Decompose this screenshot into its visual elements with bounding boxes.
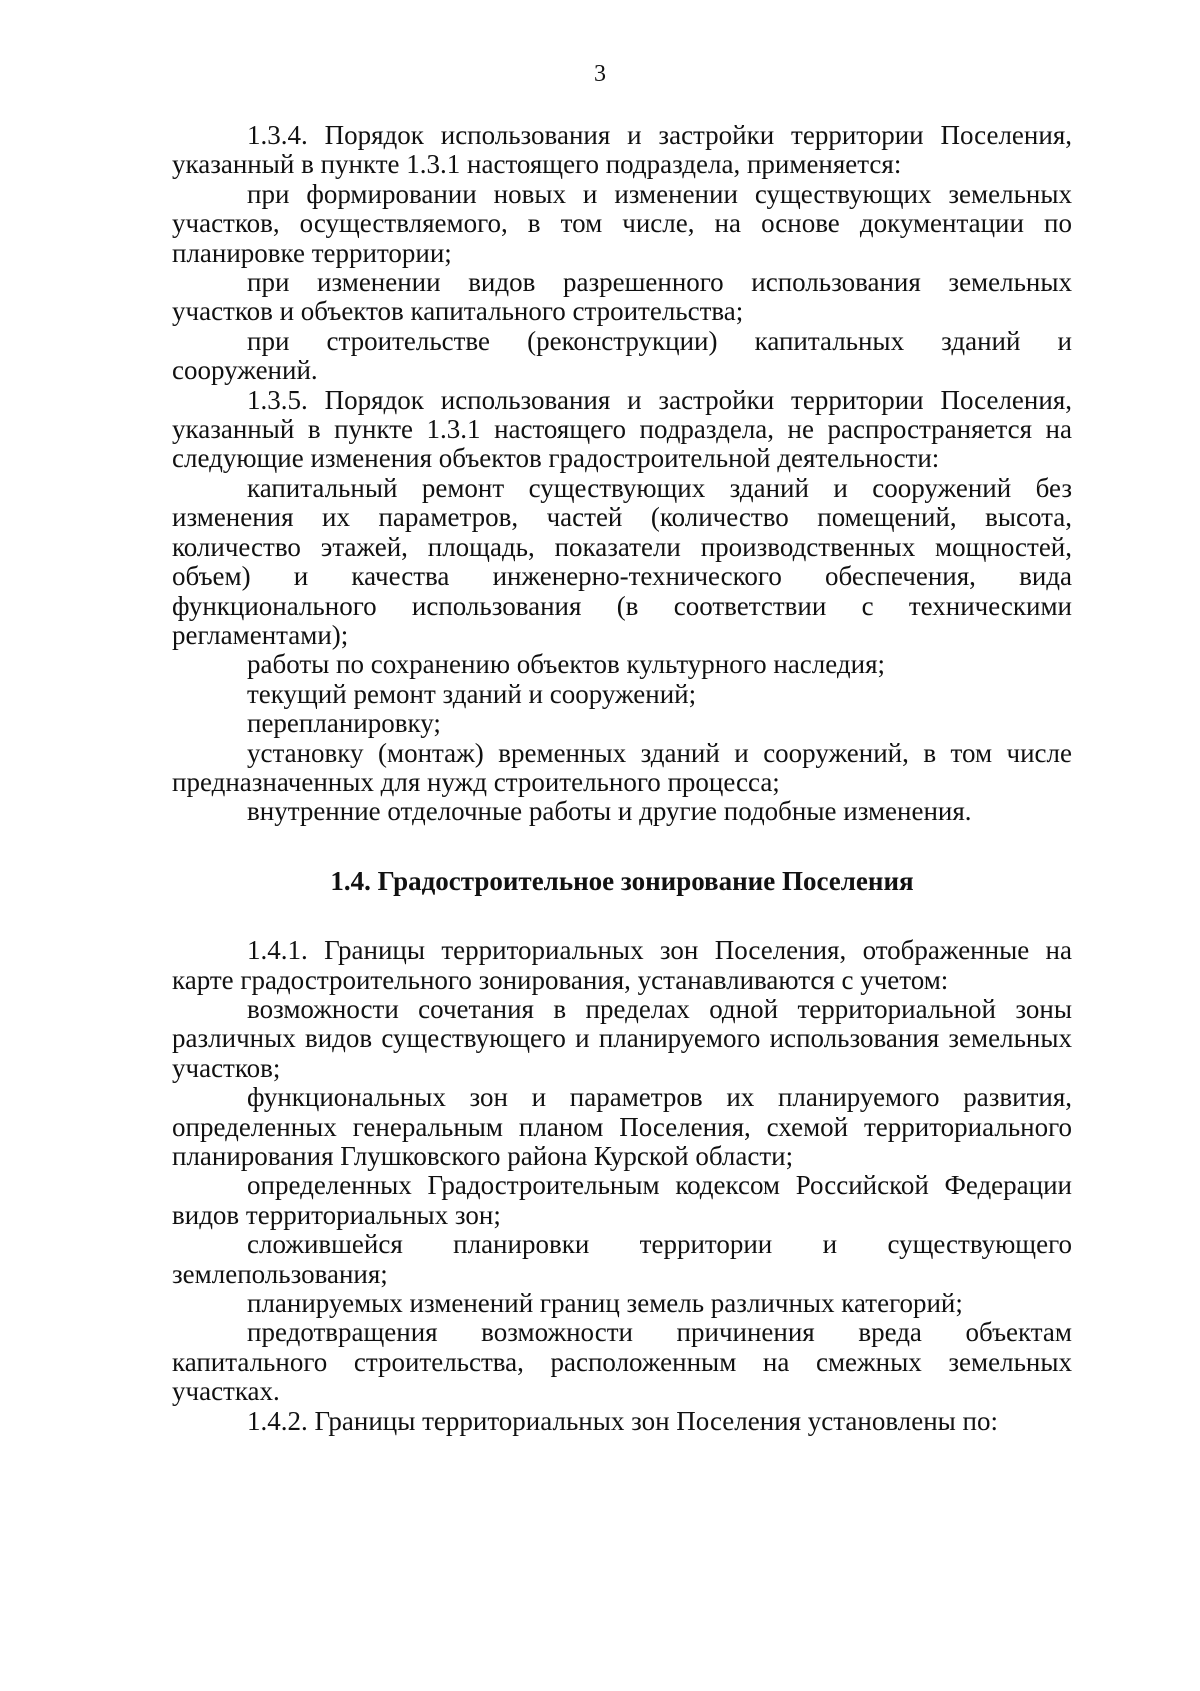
- paragraph: определенных Градостроительным кодексом Российской Федерации видов территориальных зон;: [172, 1170, 1072, 1230]
- paragraph-1-4-1: 1.4.1. Границы территориальных зон Поселения, отображенные на карте градостроительного зонирования, устанавливаются с учетом:: [172, 935, 1072, 995]
- paragraph-1-4-2: 1.4.2. Границы территориальных зон Поселения установлены по:: [247, 1405, 998, 1436]
- page-number: 3: [594, 61, 606, 87]
- paragraph-1-3-4: 1.3.4. Порядок использования и застройки территории Поселения, указанный в пункте 1.3.1 настоящего подраздела, применяется:: [172, 120, 1072, 180]
- paragraph: при формировании новых и изменении существующих земельных участков, осуществляемого, в том числе, на основе документации по планировке территории;: [172, 178, 1072, 268]
- paragraph: работы по сохранению объектов культурного наследия;: [247, 649, 885, 680]
- paragraph: капитальный ремонт существующих зданий и сооружений без изменения их параметров, частей (количество помещений, высота, количество этажей, площадь, показатели производственных мощностей, объем) и качества инженерно-технического обеспечения, вида функционального использования (в соответствии с техническими регламентами);: [172, 472, 1072, 650]
- paragraph: текущий ремонт зданий и сооружений;: [247, 678, 697, 709]
- paragraph: установку (монтаж) временных зданий и сооружений, в том числе предназначенных для нужд строительного процесса;: [172, 737, 1072, 797]
- paragraph: сложившейся планировки территории и существующего землепользования;: [172, 1229, 1072, 1289]
- paragraph: предотвращения возможности причинения вреда объектам капитального строительства, расположенным на смежных земельных участках.: [172, 1317, 1072, 1407]
- paragraph: планируемых изменений границ земель различных категорий;: [247, 1288, 963, 1319]
- spacer: [172, 827, 1072, 867]
- paragraph: внутренние отделочные работы и другие подобные изменения.: [247, 796, 972, 827]
- document-body: [172, 121, 1072, 1436]
- paragraph: функциональных зон и параметров их планируемого развития, определенных генеральным планом Поселения, схемой территориального планирования Глушковского района Курской области;: [172, 1082, 1072, 1171]
- paragraph: при изменении видов разрешенного использования земельных участков и объектов капитального строительства;: [172, 267, 1072, 327]
- paragraph: перепланировку;: [247, 708, 441, 739]
- section-heading: 1.4. Градостроительное зонирование Поселения: [330, 865, 914, 896]
- spacer: [172, 896, 1072, 936]
- paragraph-1-3-5: 1.3.5. Порядок использования и застройки территории Поселения, указанный в пункте 1.3.1 настоящего подраздела, не распространяется на следующие изменения объектов градостроительной деятельности:: [172, 384, 1072, 474]
- paragraph: возможности сочетания в пределах одной территориальной зоны различных видов существующего и планируемого использования земельных участков;: [172, 993, 1072, 1083]
- paragraph: при строительстве (реконструкции) капитальных зданий и сооружений.: [172, 325, 1072, 386]
